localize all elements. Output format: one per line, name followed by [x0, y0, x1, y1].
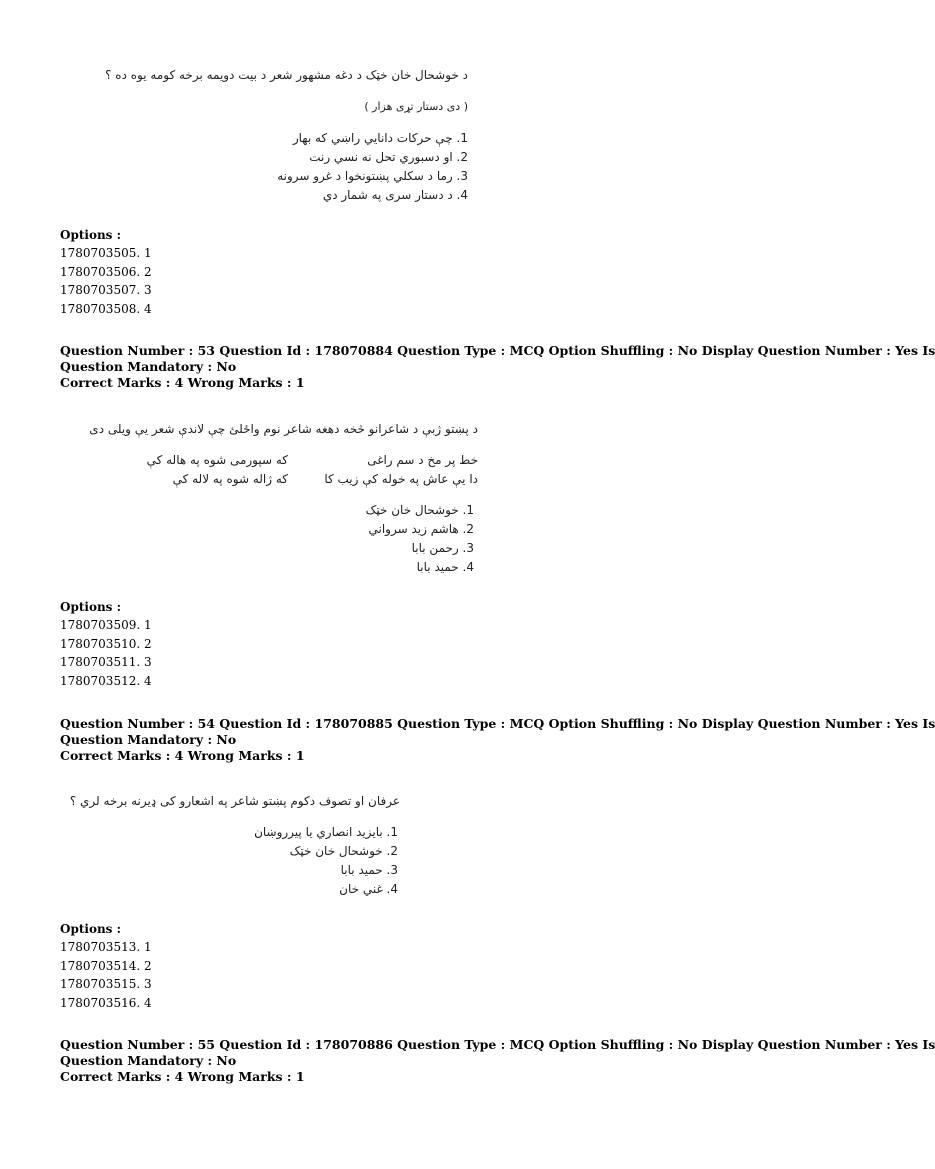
q53-choice-4: 4. حميد بابا: [416, 560, 474, 574]
q54-header: [60, 716, 935, 764]
q53-options-list: [60, 616, 152, 690]
q53-options-label: Options :: [60, 600, 122, 614]
q54-option-4: 1780703516. 4: [60, 995, 152, 1010]
q53-choice-1: 1. خوشحال خان خټک: [365, 503, 474, 517]
q52-option-4: 1780703508. 4: [60, 301, 152, 316]
q53-header-line1: Question Number : 53 Question Id : 178070884 Question Type : MCQ Option Shuffling : No Display Question Number : Yes Is: [60, 343, 935, 358]
q54-header-line1: Question Number : 54 Question Id : 178070885 Question Type : MCQ Option Shuffling : No Display Question Number : Yes Is: [60, 716, 935, 731]
q52-choice-4: 4. د دستار سری په شمار دي: [322, 188, 468, 202]
q52-choice-2: 2. او دسبوري تحل نه نسي رنت: [309, 150, 468, 164]
q54-header-line2: Question Mandatory : No: [60, 732, 237, 747]
q54-stem: عرفان او تصوف دکوم پښتو شاعر په اشعارو کی ډيرنه برخه لري ؟: [69, 794, 400, 808]
q52-options-list: [60, 244, 152, 318]
q52-choice-3: 3. رما د سکلي پښتونخوا د غرو سرونه: [277, 169, 468, 183]
q52-option-2: 1780703506. 2: [60, 264, 152, 279]
q54-option-1: 1780703513. 1: [60, 940, 152, 954]
q54-option-3: 1780703515. 3: [60, 977, 152, 992]
q54-choice-4: 4. غني خان: [339, 882, 398, 896]
q54-choice-3: 3. حميد بابا: [340, 863, 398, 877]
q53-option-1: 1780703509. 1: [60, 618, 152, 632]
q52-stem: د خوشحال خان خټک د دغه مشهور شعر د بيت دويمه برخه کومه يوه ده ؟: [105, 68, 468, 82]
q53-verse-b-left: که ژاله شوه په لاله کې: [172, 472, 288, 486]
q53-option-4: 1780703512. 4: [60, 673, 152, 688]
q55-header-line1: Question Number : 55 Question Id : 178070886 Question Type : MCQ Option Shuffling : No Display Question Number : Yes Is: [60, 1037, 935, 1052]
q55-marks: Correct Marks : 4 Wrong Marks : 1: [60, 1069, 305, 1084]
q55-header: [60, 1037, 935, 1085]
q53-choice-2: 2. هاشم زيد سرواني: [368, 522, 474, 536]
q53-verse-a-right: خط پر مخ د سم راغی: [367, 453, 478, 467]
q54-choice-2: 2. خوشحال خان خټک: [289, 844, 398, 858]
q54-options-label: Options :: [60, 922, 122, 936]
q53-stem: د پښتو ژبې د شاعرانو څخه دهغه شاعر نوم واځلئ چې لاندې شعر يې ويلی دی: [89, 422, 478, 436]
q54-marks: Correct Marks : 4 Wrong Marks : 1: [60, 748, 305, 763]
q53-marks: Correct Marks : 4 Wrong Marks : 1: [60, 375, 305, 390]
q52-option-1: 1780703505. 1: [60, 246, 152, 260]
q54-choice-1: 1. بايزيد انصاري يا پيرروښان: [254, 825, 398, 839]
q53-option-2: 1780703510. 2: [60, 636, 152, 651]
q52-choice-1: 1. چې حرکات دانايي راښي که بهار: [292, 131, 468, 145]
q53-header: [60, 343, 935, 391]
q53-verse-b-right: دا يې عاش په خوله کې زيب کا: [324, 472, 478, 486]
q53-header-line2: Question Mandatory : No: [60, 359, 237, 374]
q52-stem-line2: ( دی دستار تړی هزار ): [364, 100, 468, 113]
q53-choice-3: 3. رحمن بابا: [411, 541, 474, 555]
q53-option-3: 1780703511. 3: [60, 655, 152, 670]
q52-option-3: 1780703507. 3: [60, 283, 152, 298]
q55-header-line2: Question Mandatory : No: [60, 1053, 237, 1068]
q54-options-list: [60, 938, 152, 1012]
q54-option-2: 1780703514. 2: [60, 958, 152, 973]
q52-options-label: Options :: [60, 228, 122, 242]
q53-verse-a-left: که سپورمی شوه په هاله کې: [146, 453, 288, 467]
